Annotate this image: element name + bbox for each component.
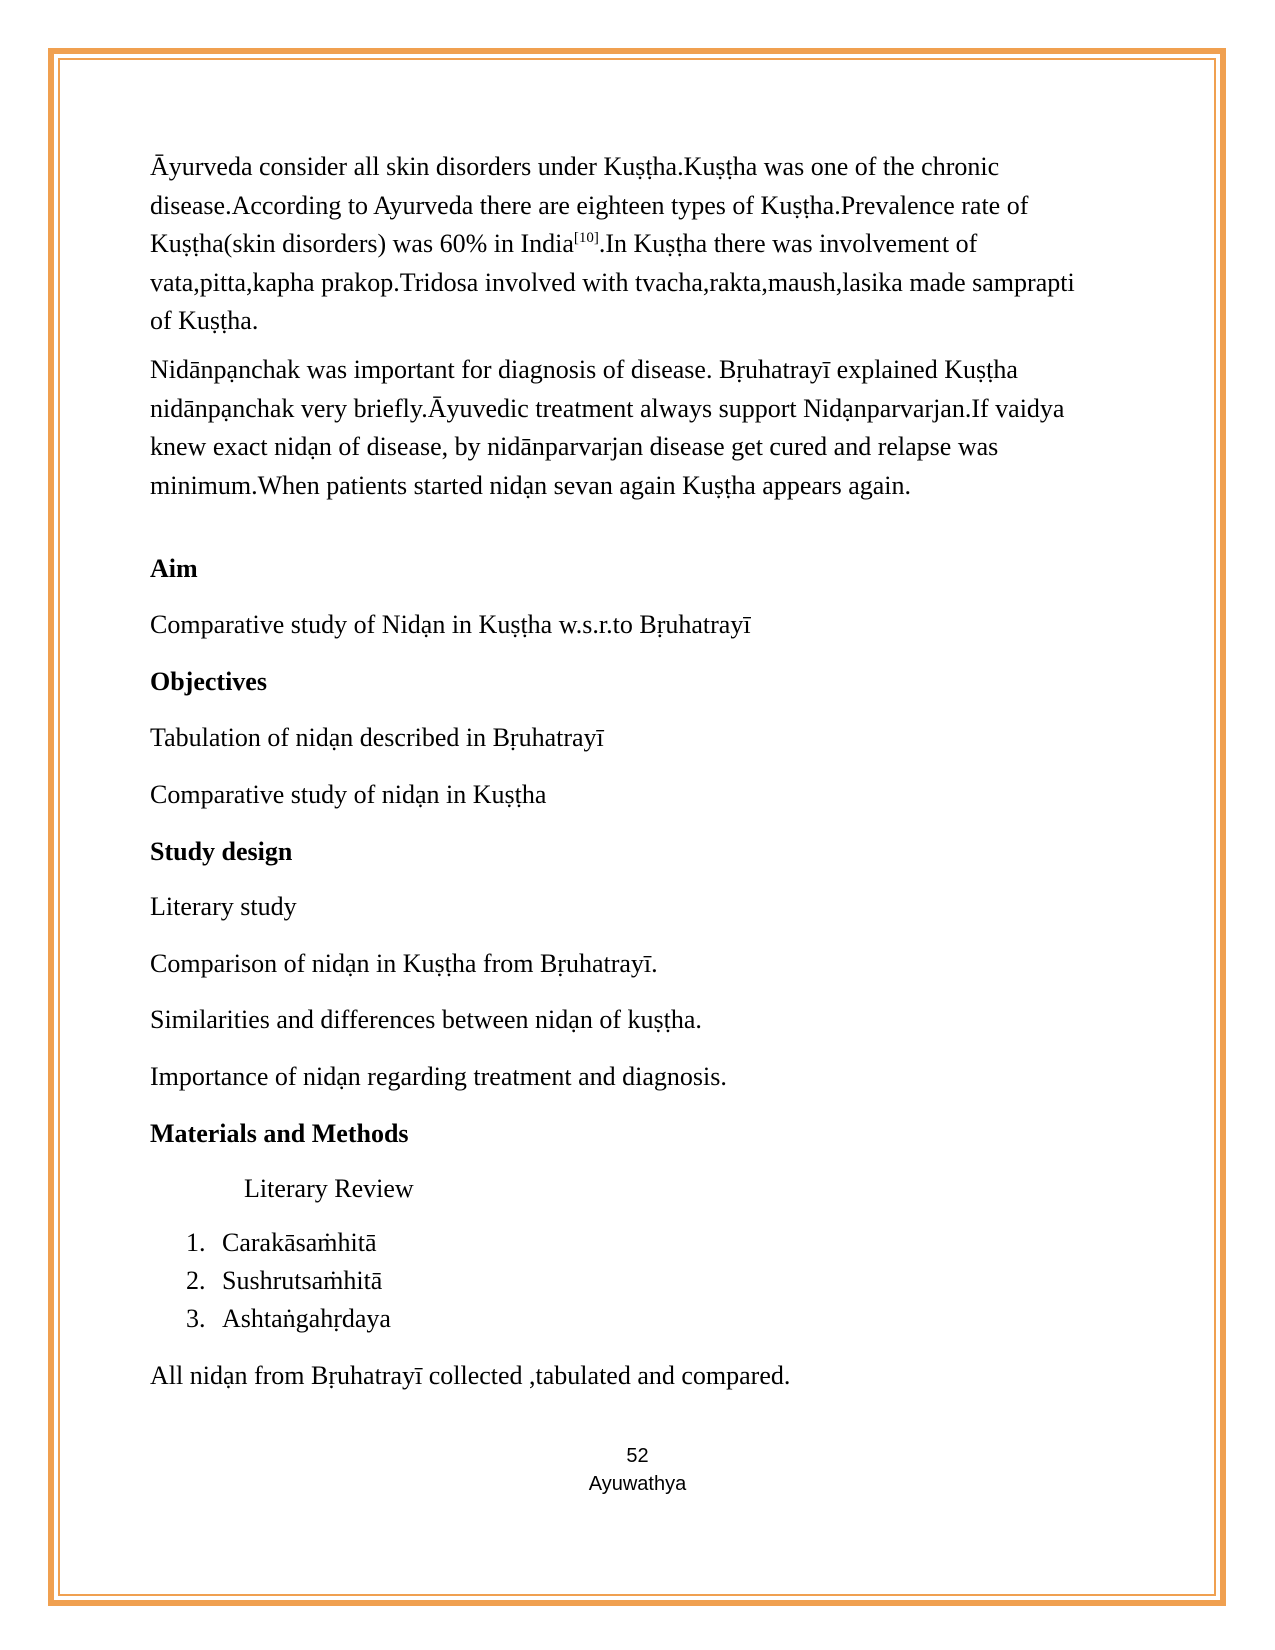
text-sources-list <box>186 1224 391 1338</box>
study-design-heading: Study design <box>150 837 293 866</box>
literary-review-subheading: Literary Review <box>244 1174 414 1203</box>
list-item <box>186 1224 391 1262</box>
list-number: 3. <box>186 1304 206 1333</box>
list-item <box>186 1300 391 1338</box>
list-number: 2. <box>186 1266 206 1295</box>
study-design-item: Comparison of nidạn in Kuṣṭha from Bṛuhatrayī. <box>150 949 658 978</box>
journal-name: Ayuwathya <box>588 1473 687 1495</box>
list-item <box>186 1262 391 1300</box>
materials-methods-heading: Materials and Methods <box>150 1119 409 1148</box>
intro-paragraph-text-continued: .In Kuṣṭha there was involvement of vata,pitta,kapha prakop.Tridosa involved with tvacha,rakta,maush,lasika made samprapti of Kuṣṭha. <box>150 229 1075 335</box>
citation-reference: [10] <box>573 230 599 246</box>
objective-item: Tabulation of nidạn described in Bṛuhatrayī <box>150 723 604 752</box>
study-design-item: Literary study <box>150 892 297 921</box>
study-design-item: Importance of nidạn regarding treatment and diagnosis. <box>150 1062 727 1091</box>
page-number: 52 <box>626 1445 649 1467</box>
aim-text: Comparative study of Nidạn in Kuṣṭha w.s.r.to Bṛuhatrayī <box>150 610 751 639</box>
intro-paragraph <box>150 148 1080 341</box>
list-item-text: Sushrutsaṁhitā <box>222 1266 383 1295</box>
objective-item: Comparative study of nidạn in Kuṣṭha <box>150 780 547 809</box>
objectives-heading: Objectives <box>150 667 267 696</box>
nidan-paragraph: Nidānpạnchak was important for diagnosis of disease. Bṛuhatrayī explained Kuṣṭha nidānpạnchak very briefly.Āyuvedic treatment always support Nidạnparvarjan.If vaidya knew exact nidạn of disease, by nidānparvarjan disease get cured and relapse was minimum.When patients started nidạn sevan again Kuṣṭha appears again. <box>150 355 1065 500</box>
aim-heading: Aim <box>150 554 198 583</box>
study-design-item: Similarities and differences between nidạn of kuṣṭha. <box>150 1005 702 1034</box>
list-item-text: Carakāsaṁhitā <box>222 1228 377 1257</box>
closing-text: All nidạn from Bṛuhatrayī collected ,tabulated and compared. <box>150 1361 791 1390</box>
intro-paragraph-text: Āyurveda consider all skin disorders under Kuṣṭha.Kuṣṭha was one of the chronic disease.According to Ayurveda there are eighteen types of Kuṣṭha.Prevalence rate of Kuṣṭha(skin disorders) was 60% in India <box>150 152 1029 258</box>
list-item-text: Ashtaṅgahṛdaya <box>222 1304 391 1333</box>
list-number: 1. <box>186 1228 206 1257</box>
